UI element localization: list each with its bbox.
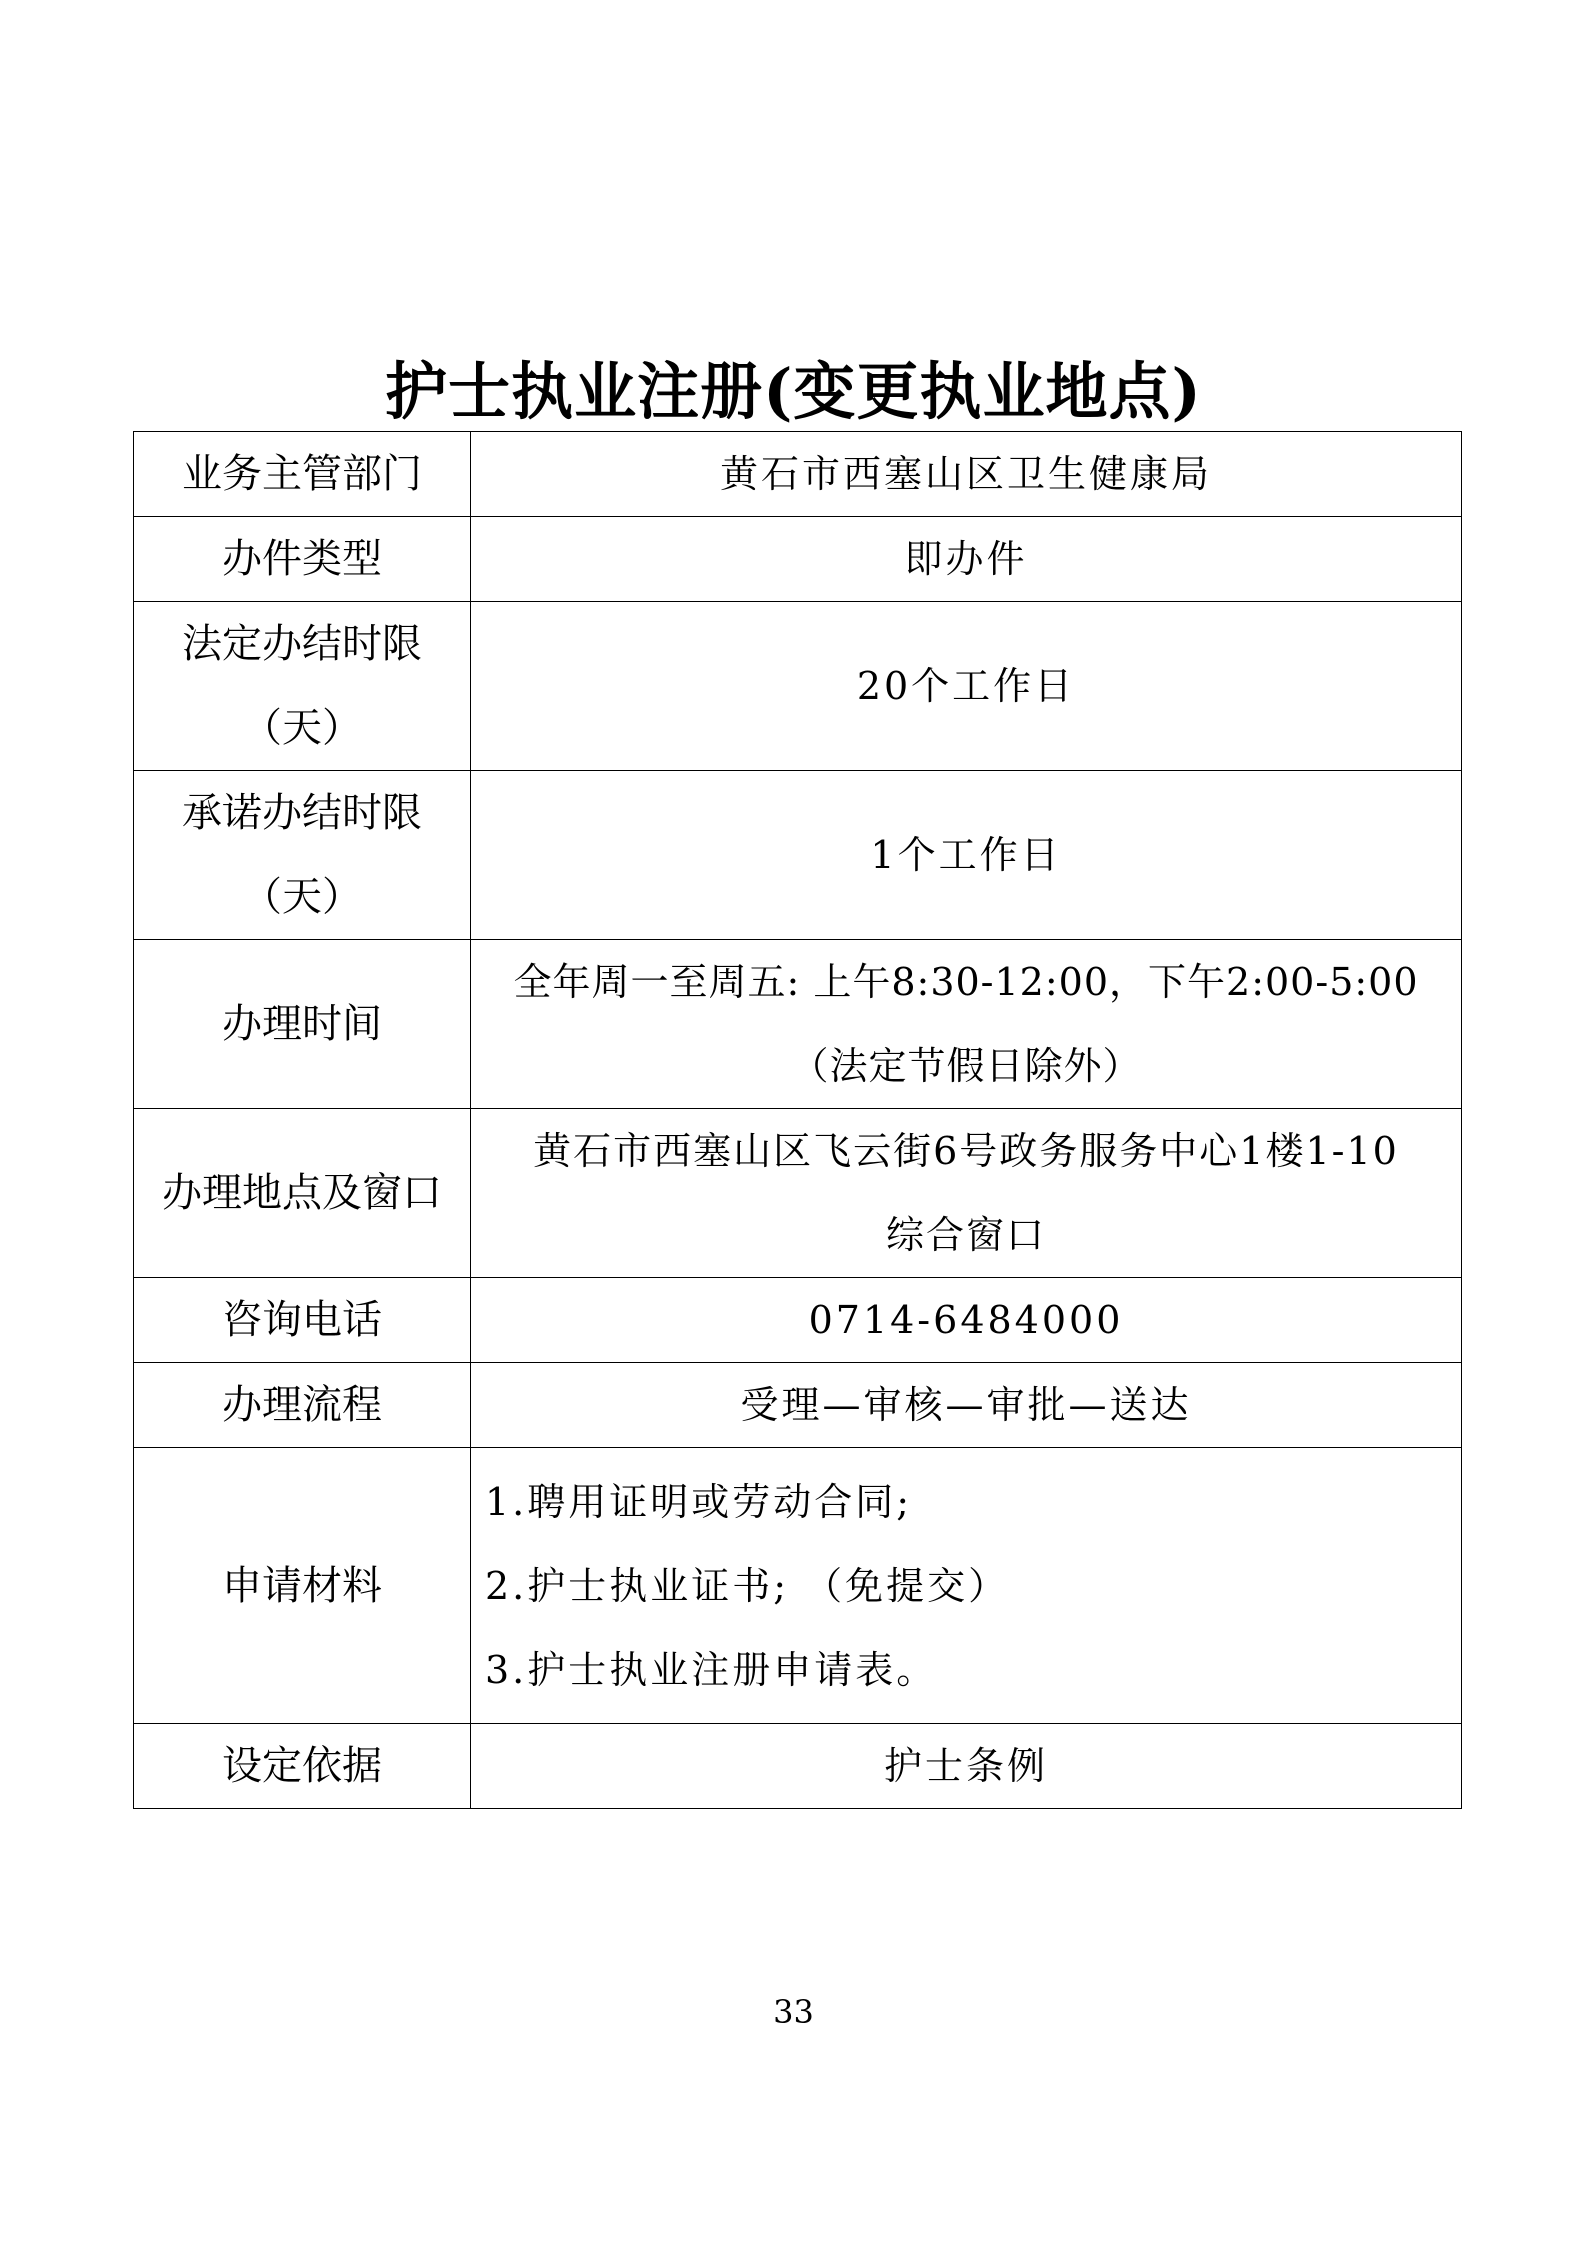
row-office-hours	[134, 940, 1462, 1109]
row-department	[134, 432, 1462, 517]
value-promised-time-limit: 1个工作日	[471, 771, 1462, 940]
row-case-type	[134, 517, 1462, 602]
value-case-type: 即办件	[471, 517, 1462, 602]
label-legal-basis: 设定依据	[134, 1724, 471, 1809]
material-item: 3.护士执业注册申请表。	[485, 1647, 938, 1692]
value-materials	[471, 1448, 1462, 1724]
label-phone: 咨询电话	[134, 1278, 471, 1363]
service-info-table	[133, 431, 1462, 1809]
value-office-hours: 全年周一至周五: 上午8:30-12:00，下午2:00-5:00 （法定节假日除外）	[471, 940, 1462, 1109]
material-item: 2.护士执业证书; （免提交）	[485, 1563, 1010, 1608]
row-promised-time-limit	[134, 771, 1462, 940]
row-legal-basis	[134, 1724, 1462, 1809]
row-location	[134, 1109, 1462, 1278]
label-office-hours: 办理时间	[134, 940, 471, 1109]
value-legal-time-limit: 20个工作日	[471, 602, 1462, 771]
label-process: 办理流程	[134, 1363, 471, 1448]
page-number: 33	[773, 1993, 814, 2031]
label-legal-time-limit: 法定办结时限 （天）	[134, 602, 471, 771]
document-title: 护士执业注册(变更执业地点)	[385, 355, 1202, 428]
row-process	[134, 1363, 1462, 1448]
material-item: 1.聘用证明或劳动合同;	[485, 1479, 913, 1524]
label-case-type: 办件类型	[134, 517, 471, 602]
value-legal-basis: 护士条例	[471, 1724, 1462, 1809]
row-materials	[134, 1448, 1462, 1724]
label-promised-time-limit: 承诺办结时限 （天）	[134, 771, 471, 940]
label-department: 业务主管部门	[134, 432, 471, 517]
value-location: 黄石市西塞山区飞云街6号政务服务中心1楼1-10 综合窗口	[471, 1109, 1462, 1278]
value-process: 受理—审核—审批—送达	[471, 1363, 1462, 1448]
label-materials: 申请材料	[134, 1448, 471, 1724]
row-legal-time-limit	[134, 602, 1462, 771]
value-department: 黄石市西塞山区卫生健康局	[471, 432, 1462, 517]
label-location: 办理地点及窗口	[134, 1109, 471, 1278]
value-phone: 0714-6484000	[471, 1278, 1462, 1363]
row-phone	[134, 1278, 1462, 1363]
